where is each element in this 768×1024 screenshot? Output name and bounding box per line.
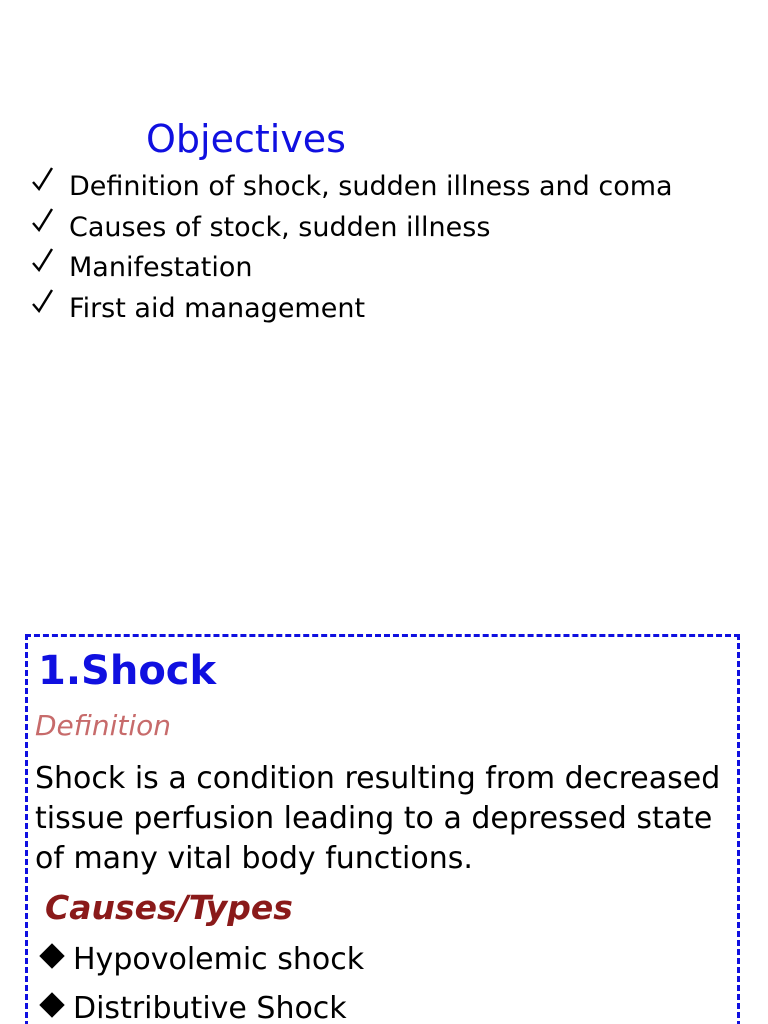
objective-label: Manifestation — [69, 252, 253, 284]
check-icon — [30, 165, 54, 195]
objective-label: Definition of shock, sudden illness and coma — [69, 171, 673, 202]
cause-label: Hypovolemic shock — [73, 942, 365, 977]
objectives-title: Objectives — [146, 117, 346, 161]
objective-label: First aid management — [69, 293, 366, 325]
check-icon — [30, 246, 54, 276]
shock-title: 1.Shock — [38, 648, 217, 694]
definition-heading: Definition — [35, 709, 172, 742]
check-icon — [30, 206, 54, 236]
shock-section-box — [25, 634, 740, 1024]
diamond-bullet-icon — [39, 992, 64, 1017]
check-icon — [30, 287, 54, 317]
definition-text: Shock is a condition resulting from decreased tissue perfusion leading to a depressed state of many vital body functions. — [35, 761, 721, 876]
cause-label: Distributive Shock — [73, 991, 347, 1024]
diamond-bullet-icon — [39, 943, 64, 968]
causes-heading: Causes/Types — [45, 888, 293, 927]
objective-label: Causes of stock, sudden illness — [69, 211, 491, 243]
